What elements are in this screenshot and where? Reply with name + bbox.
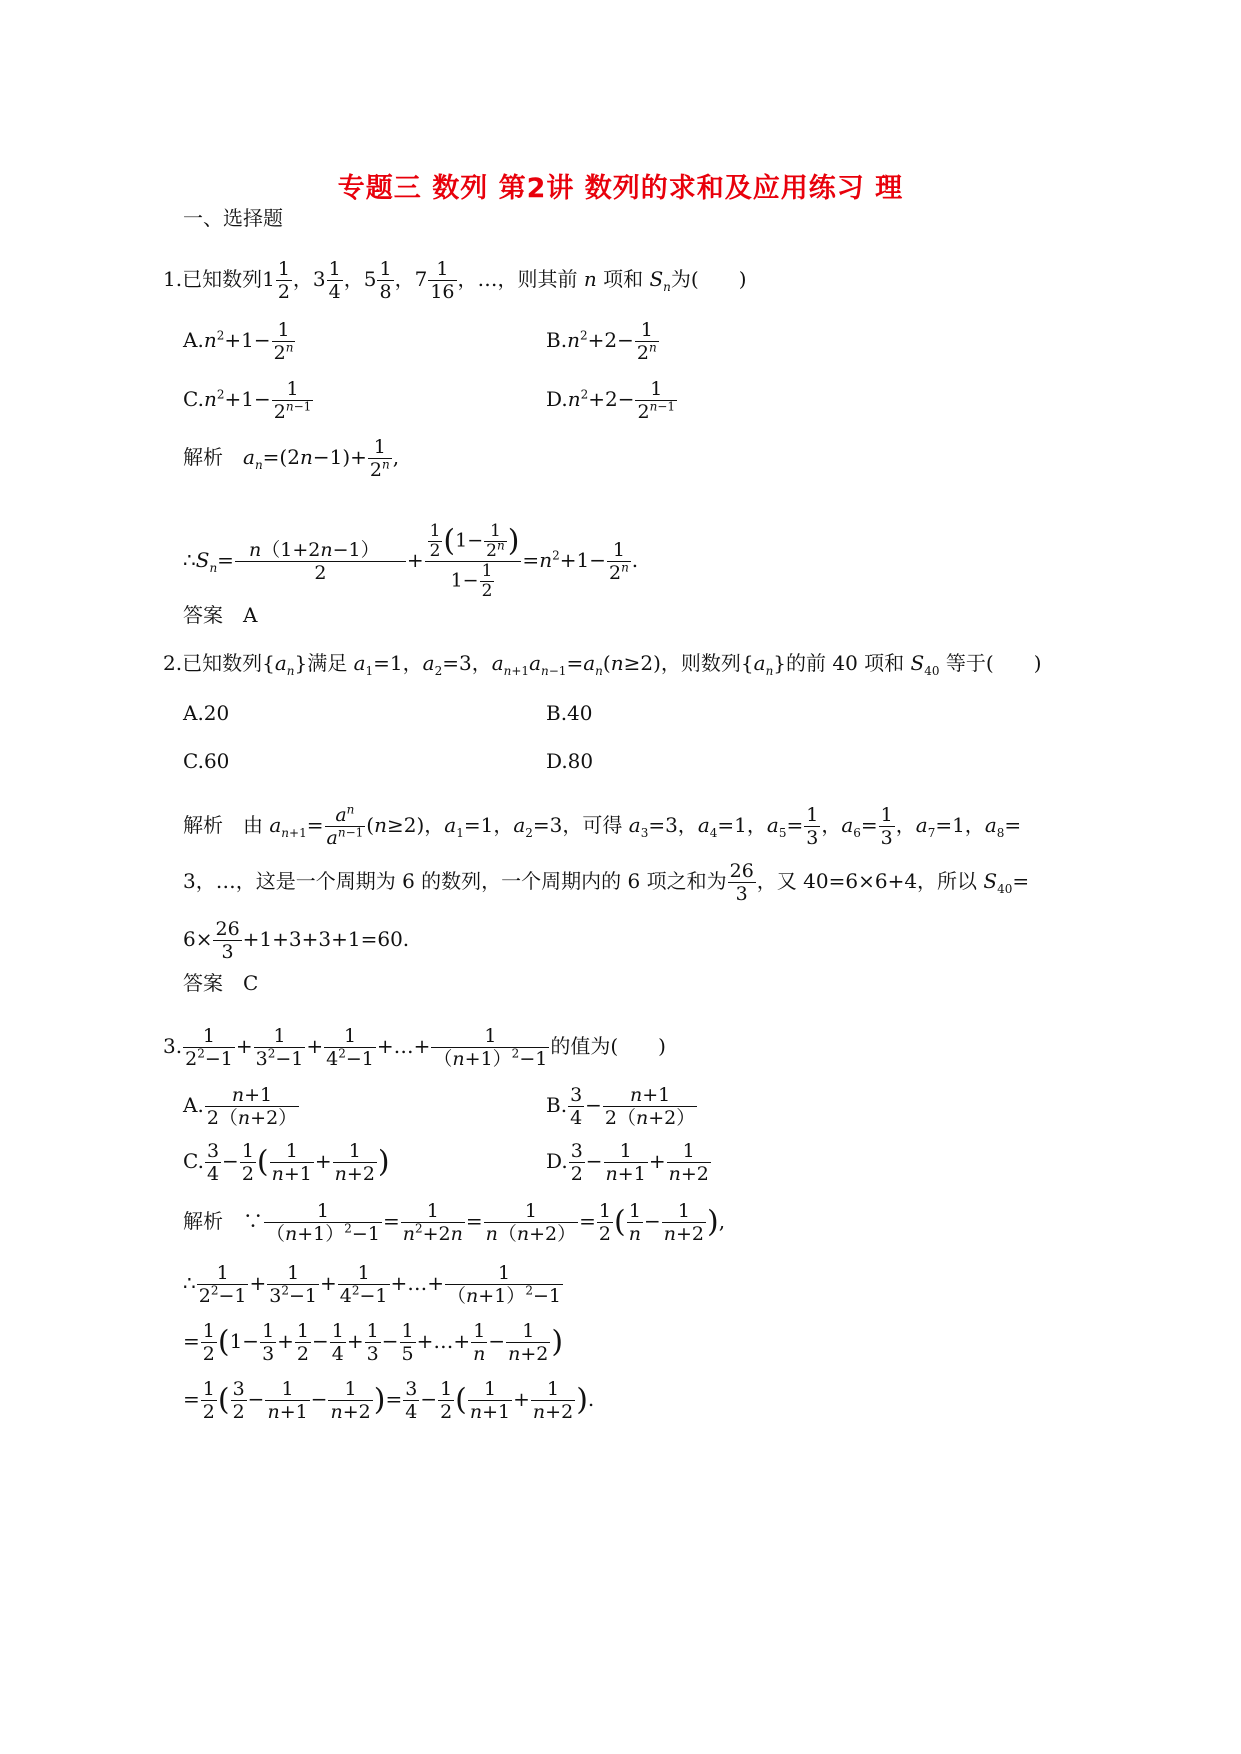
q3-analysis-line4: = $\frac{1}{2}$ ( $\frac{3}{2}$ − $\frac{1}{n+1}$ − $\frac{1}{n+2}$ )= $\frac{3}{4}$ − $\frac{1}{2}$ ( $\frac{1}{n+1}$ + $\frac{1}{n+2}$ ). bbox=[183, 1378, 595, 1423]
q3-analysis-line1: 解析 ∵ $\frac{1}{(n+1)^2-1}$ = $\frac{1}{n^2+2n}$ = $\frac{1}{n(n+2)}$ = $\frac{1}{2}$ ( $\frac{1}{n}$ − $\frac{1}{n+2}$ ), bbox=[183, 1200, 726, 1245]
question-2-stem: 2.已知数列$\{a_n\}$满足 $a_1=1$，$a_2=3$，$a_{n+1}a_{n-1}=a_n(n\ge 2)$，则数列$\{a_n\}$的前 40 项和 $S_{40}$ 等于( ) bbox=[163, 651, 1042, 678]
q1-option-a: $A.n^2+1-$ $\frac{1}{2^n}$ bbox=[183, 319, 294, 364]
q3-analysis-line2: ∴ $\frac{1}{2^2-1}$ + $\frac{1}{3^2-1}$ + $\frac{1}{4^2-1}$ +…+ $\frac{1}{(n+1)^2-1}$ bbox=[183, 1262, 561, 1307]
q1-analysis-line1: 解析 $a_n=(2n-1)+$ $\frac{1}{2^n}$ , bbox=[183, 436, 400, 481]
section-heading: 一、选择题 bbox=[183, 206, 283, 230]
q2-analysis-line2: 3，…，这是一个周期为 6 的数列，一个周期内的 6 项之和为 $\frac{26}{3}$ ，又 40=6×6+4，所以 $S_{40}=$ bbox=[183, 860, 1030, 905]
q3-option-a: A. $\frac{n+1}{2(n+2)}$ bbox=[183, 1084, 298, 1129]
q3-option-b: B. $\frac{3}{4}$ − $\frac{n+1}{2(n+2)}$ bbox=[546, 1084, 696, 1129]
q1-option-b: $B.n^2+2-$ $\frac{1}{2^n}$ bbox=[546, 319, 657, 364]
question-3-stem: 3. $\frac{1}{2^2-1}$ + $\frac{1}{3^2-1}$ + $\frac{1}{4^2-1}$ +…+ $\frac{1}{(n+1)^2-1}$ 的值为( ) bbox=[163, 1025, 666, 1070]
q3-option-d: D. $\frac{3}{2}$ − $\frac{1}{n+1}$ + $\frac{1}{n+2}$ bbox=[546, 1140, 709, 1185]
q2-option-a: A.20 bbox=[183, 701, 230, 725]
q2-option-b: B.40 bbox=[546, 701, 593, 725]
q1-analysis-line2: $\therefore S_n=$ $\frac{n(1+2n-1)}{2}$ + $\frac{1}{2}$ (1− $\frac{1}{2^n}$ ) 1− $\frac{1}{2}$ $=n^2+1-$ $\frac{1}{2^n}$ . bbox=[183, 521, 639, 601]
q3-option-c: C. $\frac{3}{4}$ − $\frac{1}{2}$ ( $\frac{1}{n+1}$ + $\frac{1}{n+2}$ ) bbox=[183, 1140, 390, 1185]
question-1-stem: 1.已知数列1 $\frac{1}{2}$ ，3 $\frac{1}{4}$ ，5 $\frac{1}{8}$ ，7 $\frac{1}{16}$ ，…，则其前 n 项和 $S_n$为( ) bbox=[163, 258, 747, 303]
q1-answer: 答案 A bbox=[183, 603, 258, 627]
q2-option-d: D.80 bbox=[546, 749, 594, 773]
q1-option-d: $D.n^2+2-$ $\frac{1}{2^{n-1}}$ bbox=[546, 378, 675, 423]
q2-option-c: C.60 bbox=[183, 749, 230, 773]
q2-analysis-line1: 解析 由 $a_{n+1}=$ $\frac{a^n}{a^{n-1}}$ (n≥2)，$a_1=1$，$a_2=3$，可得 $a_3=3$，$a_4=1$，$a_5=$ $\frac{1}{3}$ ，$a_6=$ $\frac{1}{3}$ ，$a_7=1$，$a_8=$ bbox=[183, 802, 1022, 849]
page-title: 专题三 数列 第2讲 数列的求和及应用练习 理 bbox=[337, 173, 904, 204]
q3-analysis-line3: = $\frac{1}{2}$ (1− $\frac{1}{3}$ + $\frac{1}{2}$ − $\frac{1}{4}$ + $\frac{1}{3}$ − $\frac{1}{5}$ +…+ $\frac{1}{n}$ − $\frac{1}{n+2}$ ) bbox=[183, 1320, 564, 1365]
q2-answer: 答案 C bbox=[183, 971, 259, 995]
q1-option-c: $C.n^2+1-$ $\frac{1}{2^{n-1}}$ bbox=[183, 378, 312, 423]
q2-analysis-line3: 6× $\frac{26}{3}$ +1+3+3+1=60. bbox=[183, 918, 410, 963]
